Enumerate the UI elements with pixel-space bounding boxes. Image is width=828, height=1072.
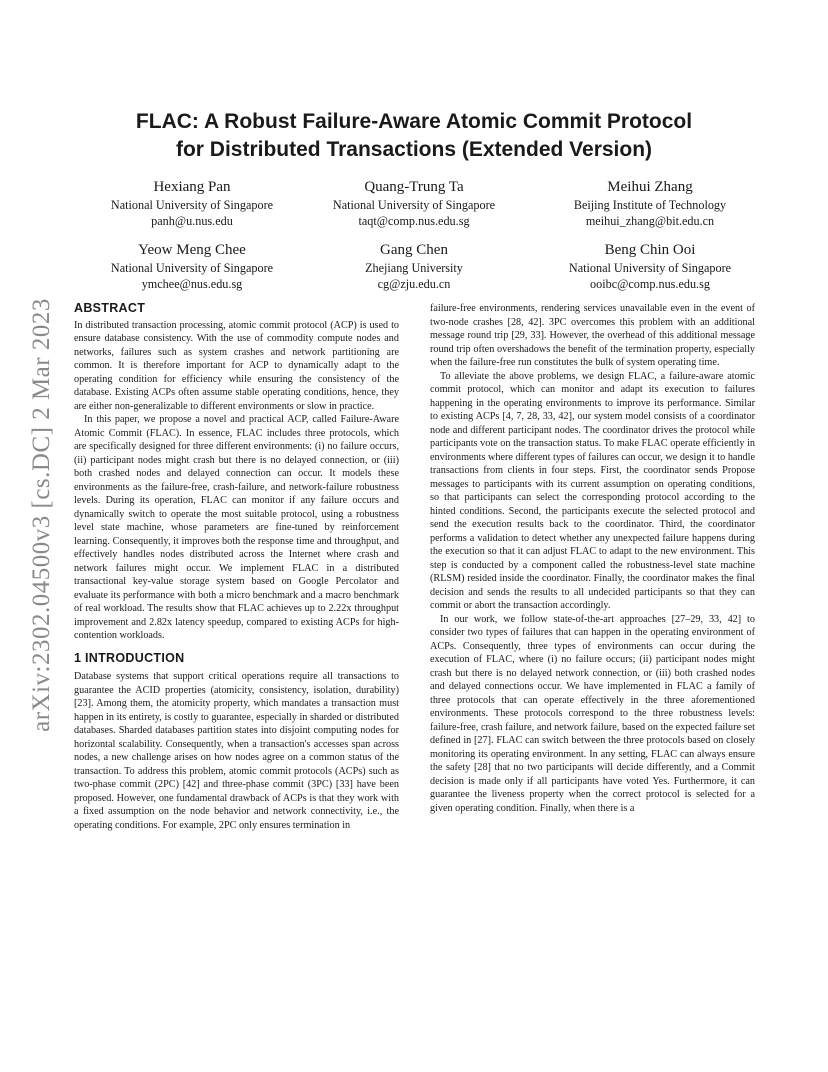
right-column [430,302,755,815]
body-paragraph: To alleviate the above problems, we design FLAC, a failure-aware atomic commit protocol, which can monitor and adapt its execution to failures happening in the operating environments to improve its performance. Similar to existing ACPs [4, 7, 28, 33, 42], our system model consists of a coordinator node and different participant nodes. The coordinator drives the protocol while participants vote on the transaction status. To make FLAC operate efficiently in environments where different types of failures can occur, we design it to handle transactions from clients in four steps. First, the coordinator sends Propose messages to participants with its current assumption on operating conditions, so that participants can select the corresponding protocol according to the hinted conditions. Second, the participants execute the selected protocol and send the execution results back to the coordinator. Third, the coordinator performs a validation to detect whether any unexpected failure happens during the execution so that it can adjust FLAC to adapt to the new environment. This step is conducted by a component called the robustness-level state machine (RLSM) resided inside the coordinator. Finally, the coordinator makes the final decision and sends the results to all undecided participants so that they can commit or abort the transaction accordingly. [430,370,755,611]
author-affiliation: National University of Singapore [568,261,732,275]
paper-title [70,108,758,164]
author-email: ymchee@nus.edu.sg [141,277,243,291]
author-name: Yeow Meng Chee [138,242,246,258]
abstract-paragraph: In distributed transaction processing, atomic commit protocol (ACP) is used to ensure database consistency. With the use of commodity compute nodes and networks, failures such as system crashes and network partitioning are common. It is therefore important for ACP to dynamically adapt to the operating condition for efficiency while ensuring the consistency of the database. Existing ACPs often assume stable operating conditions, hence, they are either non-generalizable to different environments or slow in practice. [74,319,399,412]
author-affiliation: National University of Singapore [110,198,274,212]
author-affiliation: Zhejiang University [365,261,463,275]
author-name: Quang-Trung Ta [364,179,464,195]
title-line-1: FLAC: A Robust Failure-Aware Atomic Commit Protocol [135,110,693,133]
author-name: Hexiang Pan [153,179,231,195]
author-affiliation: National University of Singapore [332,198,496,212]
author-email: ooibc@comp.nus.edu.sg [590,277,710,291]
introduction-heading: 1 INTRODUCTION [74,650,185,665]
author-email: panh@u.nus.edu [151,214,233,228]
author-email: taqt@comp.nus.edu.sg [358,214,470,228]
author-name: Meihui Zhang [607,179,693,195]
arxiv-identifier [22,290,62,740]
title-line-2: for Distributed Transactions (Extended Version) [175,138,653,161]
author-affiliation: National University of Singapore [110,261,274,275]
author-name: Beng Chin Ooi [604,242,696,258]
author-name: Gang Chen [380,242,448,258]
left-column [74,302,399,832]
body-paragraph: In our work, we follow state-of-the-art approaches [27–29, 33, 42] to consider two types of failures that can happen in the operating environment of ACPs. Consequently, three types of environments can occur during the execution of FLAC, where (i) no failure occurs; (ii) participant nodes might crash but there is no delayed network connection, or (iii) both crashed nodes and delayed connections occur. We have implemented in FLAC a family of three protocols that can operate effectively in the three aforementioned environments. These protocols correspond to the three robustness levels: failure-free, crash failure, and network failure, based on the expected failure set defined in [27]. FLAC can switch between the three protocols based on closely monitoring its operating environment. In any setting, FLAC can always ensure the safety [28] that no two participants will decide differently, and a Commit decision is made only if all participants have voted Yes. Furthermore, it can guarantee the liveness property when the correct protocol is selected for a given operating condition. Finally, when there is a [430,613,755,814]
author-block [294,177,534,229]
abstract-heading: ABSTRACT [74,301,146,315]
author-block [530,240,770,292]
body-paragraph: failure-free environments, rendering services unavailable even in the event of two-node crashes [28, 42]. 3PC overcomes this problem with an additional message round trip [29, 33]. However, the overhead of this additional message round trip often overshadows the benefit of the termination property, especially when the failure-free run constitutes the bulk of system operating time. [430,303,755,368]
arxiv-id-text: arXiv:2302.04500v3 [cs.DC] 2 Mar 2023 [28,298,55,732]
author-email: cg@zju.edu.cn [377,277,451,291]
author-block [72,177,312,229]
intro-paragraph: Database systems that support critical operations require all transactions to guarantee the ACID properties (atomicity, consistency, isolation, durability) [23]. Among them, the atomicity property, which mandates a transaction must happen in its entirety, is costly to guarantee, especially in sharded or distributed databases. Sharded databases partition states into disjoint computing nodes for horizontal scalability. Consequently, when a transaction's accesses span across nodes, a new challenge arises on how nodes agree on a common status of the transaction. To address this problem, atomic commit protocols (ACPs) such as two-phase commit (2PC) [42] and three-phase commit (3PC) [33] have been proposed. However, one fundamental drawback of ACPs is that they work with a fixed assumption on the node behavior and network connectivity, i.e., the operating conditions. For example, 2PC only ensures termination in [74,671,399,831]
author-email: meihui_zhang@bit.edu.cn [585,214,715,228]
abstract-paragraph: In this paper, we propose a novel and practical ACP, called Failure-Aware Atomic Commit (FLAC). In essence, FLAC includes three protocols, which are specifically designed for three different environments: (i) no failure occurs, (ii) participant nodes might crash but there is no delayed connection, or (iii) both crashed nodes and delayed connection can occur. It models these environments as the failure-free, crash-failure, and network-failure robustness levels. During its operation, FLAC can monitor if any failure occurs and dynamically switch to operate the most suitable protocol, using a robustness level state machine, whose parameters are fine-tuned by reinforcement learning. Consequently, it improves both the response time and throughput, and effectively handles nodes distributed across the Internet where crash and network failures might occur. We implement FLAC in a distributed transactional key-value storage system based on Google Percolator and evaluate its performance with both a micro benchmark and a macro benchmark of real workload. The results show that FLAC achieves up to 2.22x throughput improvement and 2.82x latency speedup, compared to existing ACPs for high-contention workloads. [74,414,399,641]
author-block [530,177,770,229]
author-block [72,240,312,292]
author-affiliation: Beijing Institute of Technology [573,198,727,212]
author-block [294,240,534,292]
